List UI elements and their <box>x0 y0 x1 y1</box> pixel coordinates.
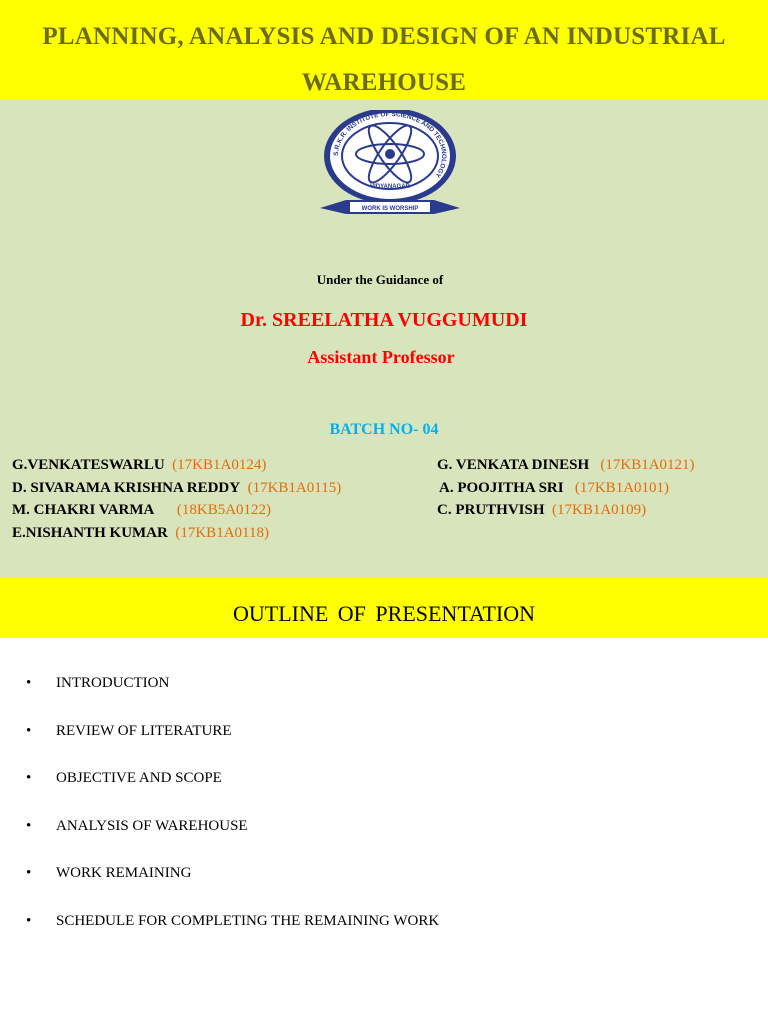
guide-name: Dr. SREELATHA VUGGUMUDI <box>240 309 528 331</box>
team-member <box>12 454 266 476</box>
member-roll: (17KB1A0109) <box>552 502 647 518</box>
slide1-title <box>20 14 748 106</box>
member-roll: (17KB1A0118) <box>175 525 269 541</box>
list-item-label: OBJECTIVE AND SCOPE <box>56 770 222 786</box>
member-roll: (17KB1A0101) <box>574 480 670 496</box>
list-item <box>26 865 191 882</box>
guidance-label: Under the Guidance of <box>316 272 444 287</box>
member-name: C. PRUTHVISH <box>437 502 545 518</box>
member-name: G.VENKATESWARLU <box>12 457 165 473</box>
logo-place: VIDYANAGAR <box>370 184 410 190</box>
member-name: M. CHAKRI VARMA <box>12 502 155 518</box>
team-member <box>12 477 341 499</box>
member-name: E.NISHANTH KUMAR <box>12 525 168 541</box>
list-item <box>26 913 439 930</box>
member-roll: (17KB1A0124) <box>172 457 267 473</box>
team-member <box>439 477 669 499</box>
bullet-icon: • <box>26 723 32 739</box>
list-item <box>26 818 248 835</box>
bullet-icon: • <box>26 675 32 691</box>
bullet-icon: • <box>26 913 32 929</box>
team-member <box>12 522 269 544</box>
list-item <box>26 723 232 740</box>
list-item-label: INTRODUCTION <box>56 675 170 691</box>
bullet-icon: • <box>26 770 32 786</box>
member-roll: (17KB1A0115) <box>247 480 342 496</box>
list-item <box>26 770 222 787</box>
guide-role: Assistant Professor <box>307 347 455 367</box>
logo-ring-text: S.R.K.R. INSTITUTE OF SCIENCE AND TECHNOLOGY <box>332 110 448 179</box>
list-item-label: WORK REMAINING <box>56 865 192 881</box>
member-name: D. SIVARAMA KRISHNA REDDY <box>12 480 241 496</box>
slide2-title: OUTLINE OF PRESENTATION <box>232 601 535 626</box>
list-item-label: SCHEDULE FOR COMPLETING THE REMAINING WORK <box>56 913 440 929</box>
list-item-label: REVIEW OF LITERATURE <box>56 723 232 739</box>
institute-logo <box>316 110 464 220</box>
bullet-icon: • <box>26 818 32 834</box>
team-member <box>12 499 271 521</box>
slide1-title-line2: WAREHOUSE <box>301 69 467 96</box>
team-member <box>437 454 695 476</box>
batch-number: BATCH NO- 04 <box>329 421 439 438</box>
slide1-title-line1: PLANNING, ANALYSIS AND DESIGN OF AN INDUSTRIAL <box>42 23 726 50</box>
logo-motto: WORK IS WORSHIP <box>361 206 419 212</box>
member-roll: (18KB5A0122) <box>176 502 272 518</box>
bullet-icon: • <box>26 865 32 881</box>
institute-seal-icon <box>316 110 464 220</box>
member-name: A. POOJITHA SRI <box>439 480 564 496</box>
team-member <box>437 499 646 521</box>
list-item <box>26 675 169 692</box>
member-name: G. VENKATA DINESH <box>437 457 590 473</box>
member-roll: (17KB1A0121) <box>600 457 695 473</box>
list-item-label: ANALYSIS OF WAREHOUSE <box>56 818 248 834</box>
